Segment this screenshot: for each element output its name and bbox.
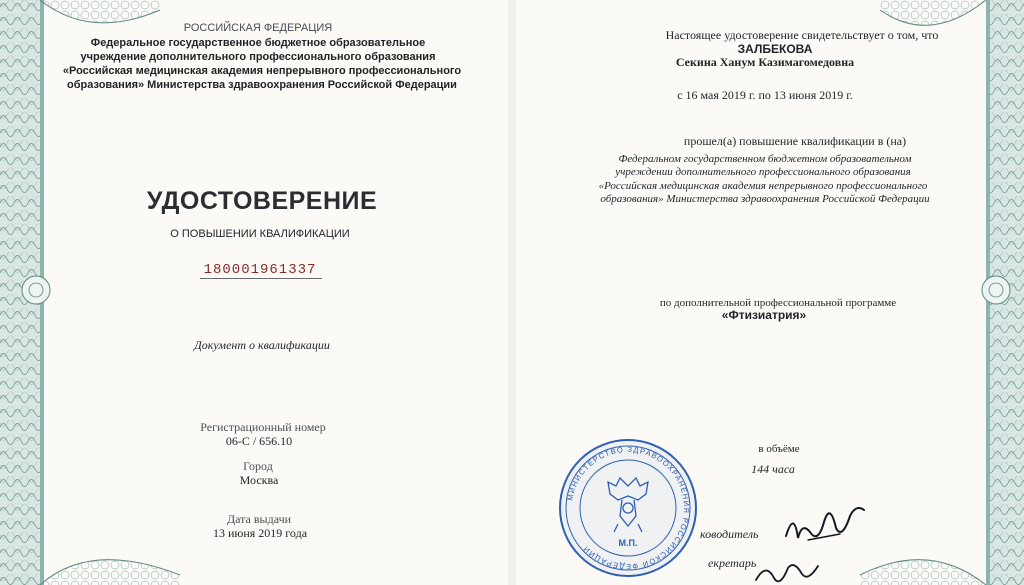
country-heading: РОССИЙСКАЯ ФЕДЕРАЦИЯ xyxy=(183,22,333,34)
provider-line-4: образования» Министерства здравоохранения Российской Федерации xyxy=(600,193,930,205)
secretary-signature xyxy=(752,558,822,585)
seal-mp-label: М.П. xyxy=(618,538,638,548)
volume-hours: 144 часа xyxy=(751,462,795,476)
head-signature xyxy=(780,492,870,552)
city: Москва xyxy=(239,473,279,487)
seal-ring-text: МИНИСТЕРСТВО ЗДРАВООХРАНЕНИЯ РОССИЙСКОЙ ФЕДЕРАЦИИ xyxy=(565,444,692,572)
intro-text: Настоящее удостоверение свидетельствует о том, что xyxy=(665,28,939,42)
provider-line-2: учреждении дополнительного профессионального образования xyxy=(615,166,911,178)
provider-line-1: Федеральном государственном бюджетном образовательном xyxy=(618,153,912,165)
volume-label: в объёме xyxy=(758,443,800,455)
secretary-signature-label: екретарь xyxy=(708,556,757,570)
city-label: Город xyxy=(243,459,273,473)
provider-line-3: «Российская медицинская академия непрерывного профессионального xyxy=(598,180,928,192)
issuer-line-1: Федеральное государственное бюджетное образовательное xyxy=(90,37,426,49)
document-subtitle: О ПОВЫШЕНИИ КВАЛИФИКАЦИИ xyxy=(170,228,350,240)
recipient-surname: ЗАЛБЕКОВА xyxy=(737,42,813,56)
passed-text: прошел(а) повышение квалификации в (на) xyxy=(683,134,907,148)
serial-number: 180001961337 xyxy=(203,262,317,278)
program-name: «Фтизиатрия» xyxy=(721,308,807,322)
serial-underline xyxy=(200,278,322,279)
reg-number-label: Регистрационный номер xyxy=(200,420,326,434)
head-signature-label: ководитель xyxy=(700,527,759,541)
recipient-given-names: Секина Ханум Казимагомедовна xyxy=(675,55,855,69)
issuer-line-4: образования» Министерства здравоохранения Российской Федерации xyxy=(67,79,457,91)
reg-number: 06-С / 656.10 xyxy=(225,434,293,448)
training-period: с 16 мая 2019 г. по 13 июня 2019 г. xyxy=(677,88,853,102)
official-seal xyxy=(558,438,698,578)
issue-date: 13 июня 2019 года xyxy=(212,526,308,540)
document-title: УДОСТОВЕРЕНИЕ xyxy=(146,187,378,215)
program-intro: по дополнительной профессиональной программе xyxy=(659,297,897,309)
document-type: Документ о квалификации xyxy=(194,338,330,352)
issuer-line-3: «Российская медицинская академия непрерывного профессионального xyxy=(62,65,462,77)
issuer-line-2: учреждение дополнительного профессионального образования xyxy=(80,51,436,63)
issue-date-label: Дата выдачи xyxy=(226,512,292,526)
